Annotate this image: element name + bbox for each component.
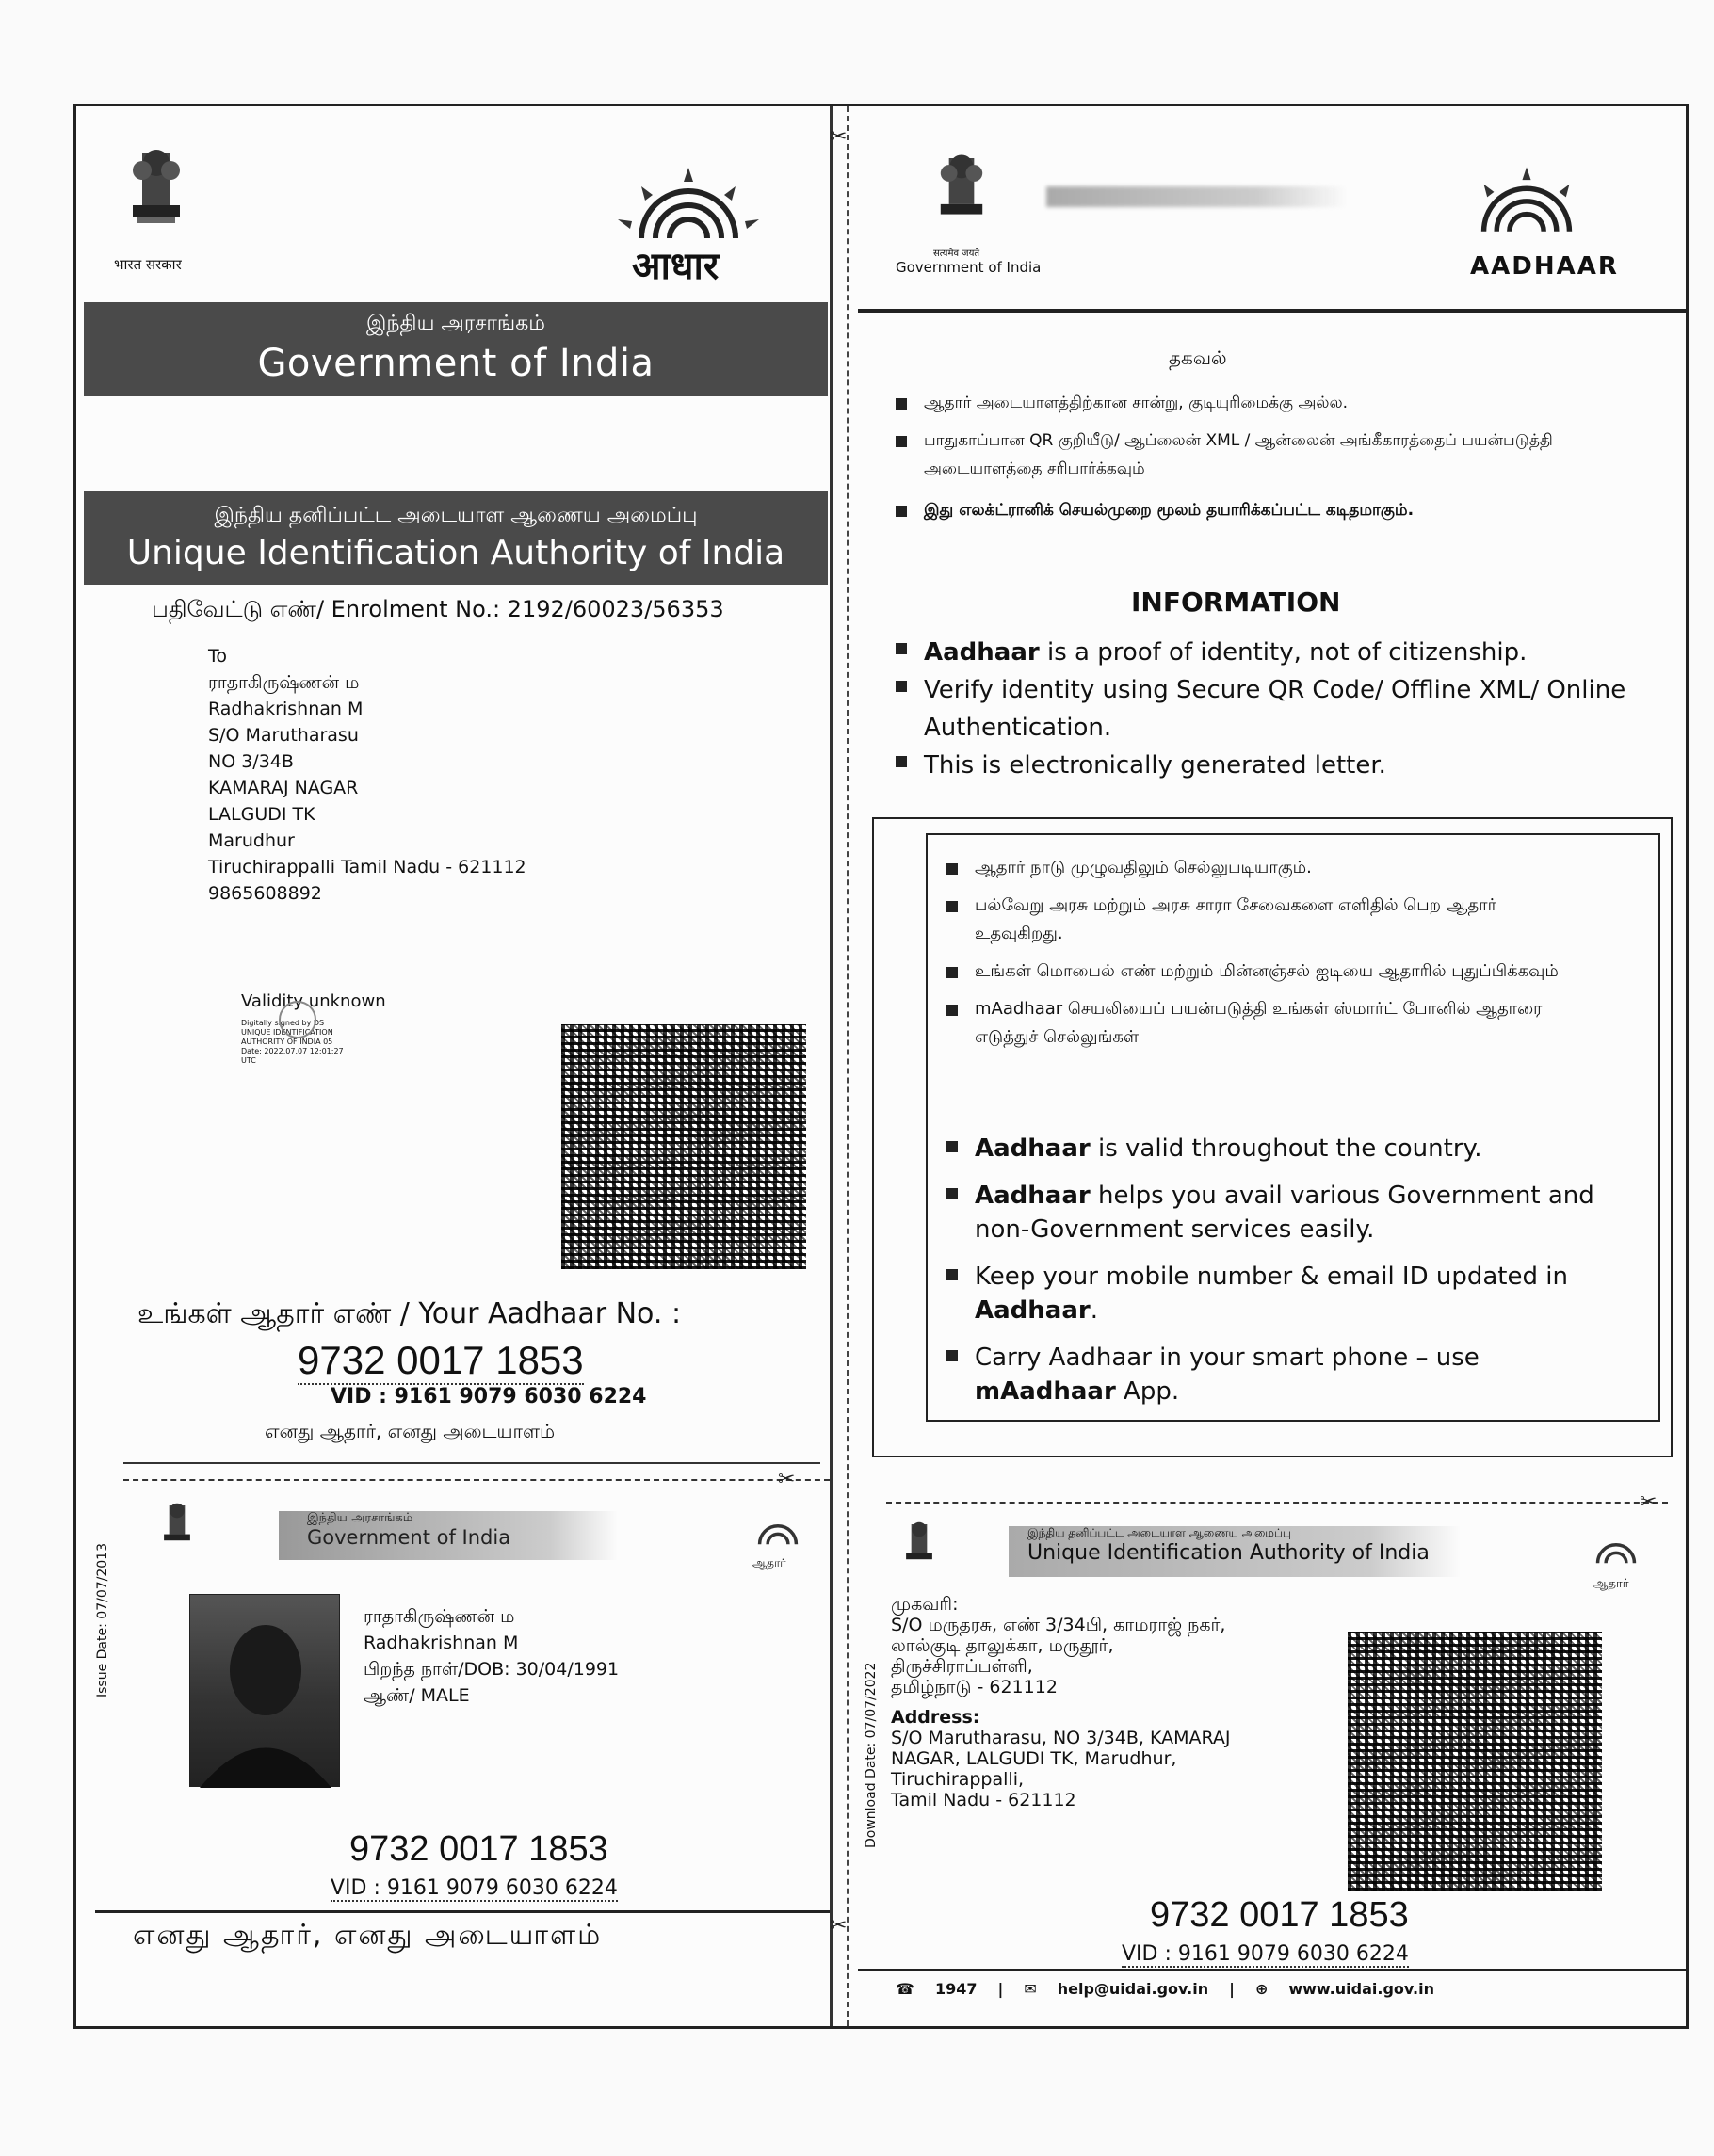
band-tamil: இந்திய தனிப்பட்ட அடையாள ஆணைய அமைப்பு <box>214 504 698 527</box>
helpline-number: 1947 <box>934 1980 978 1998</box>
card-logo-text: ஆதார் <box>752 1556 786 1569</box>
card-vid: VID : 9161 9079 6030 6224 <box>1122 1942 1409 1966</box>
left-panel <box>76 106 830 2026</box>
phone-icon: ☎ <box>896 1980 914 1998</box>
emblem-caption: भारत सरकार <box>114 256 182 273</box>
uidai-band <box>84 491 828 585</box>
holder-photo <box>189 1594 340 1787</box>
rule <box>123 1462 820 1464</box>
signature-line: Date: 2022.07.07 12:01:27 <box>241 1047 344 1055</box>
signature-line: UTC <box>241 1056 256 1065</box>
address-line: Radhakrishnan M <box>208 699 364 719</box>
website-link[interactable]: www.uidai.gov.in <box>1288 1980 1434 1998</box>
redacted-banner <box>1046 186 1348 207</box>
card-band <box>1009 1526 1461 1577</box>
cut-line <box>123 1479 830 1481</box>
signature-line: Digitally signed by DS <box>241 1019 325 1027</box>
question-mark-icon <box>279 1001 316 1038</box>
box-item: mAadhaar செயலியைப் பயன்படுத்தி உங்கள் ஸ்மார்ட் போனில் ஆதாரை எடுத்துச் செல்லுங்கள் <box>946 995 1587 1052</box>
address-line: ராதாகிருஷ்ணன் ம <box>208 672 360 693</box>
address-line: திருச்சிராப்பள்ளி, <box>891 1656 1033 1677</box>
box-item: உங்கள் மொபைல் எண் மற்றும் மின்னஞ்சல் ஐடியை ஆதாரில் புதுப்பிக்கவும் <box>946 957 1587 986</box>
address-line: LALGUDI TK <box>208 804 315 825</box>
address-label-tamil: முகவரி: <box>891 1594 959 1615</box>
recipient-address <box>208 643 526 907</box>
aadhaar-logo-text: आधार <box>632 244 720 288</box>
info-box <box>926 833 1660 1422</box>
card-tagline: எனது ஆதார், எனது அடையாளம் <box>133 1919 603 1952</box>
aadhaar-letter-sheet <box>73 104 1689 2029</box>
address-line: S/O Marutharasu, NO 3/34B, KAMARAJ <box>891 1728 1231 1748</box>
address-line: NO 3/34B <box>208 751 294 772</box>
info-item: Verify identity using Secure QR Code/ Offline XML/ Online Authentication. <box>896 671 1630 747</box>
card-aadhaar-number: 9732 0017 1853 <box>1150 1895 1409 1935</box>
info-item: பாதுகாப்பான QR குறியீடு/ ஆப்லைன் XML / ஆன்லைன் அங்கீகாரத்தைப் பயன்படுத்தி அடையாளத்தை சரிபார்க்கவும் <box>896 426 1574 483</box>
band-tamil: இந்திய அரசாங்கம் <box>366 312 545 335</box>
emblem-icon <box>896 1519 943 1581</box>
name-english: Radhakrishnan M <box>364 1633 519 1653</box>
support-email[interactable]: help@uidai.gov.in <box>1057 1980 1209 1998</box>
address-line: S/O மருதரசு, எண் 3/34பி, காமராஜ் நகர், <box>891 1615 1226 1635</box>
tagline: எனது ஆதார், எனது அடையாளம் <box>265 1420 556 1442</box>
your-aadhaar-label: உங்கள் ஆதார் எண் / Your Aadhaar No. : <box>137 1297 682 1330</box>
enrolment-number: பதிவேட்டு எண்/ Enrolment No.: 2192/60023/56353 <box>152 596 724 622</box>
to-label: To <box>208 646 228 667</box>
address-label: Address: <box>891 1707 980 1728</box>
box-item: Keep your mobile number & email ID updated in Aadhaar. <box>946 1260 1606 1327</box>
address-line: 9865608892 <box>208 883 322 904</box>
aadhaar-number: 9732 0017 1853 <box>298 1338 584 1385</box>
card-holder-details <box>364 1603 619 1709</box>
info-item: Aadhaar is a proof of identity, not of citizenship. <box>896 634 1630 671</box>
download-date: Download Date: 07/07/2022 <box>864 1662 879 1848</box>
address-line: S/O Marutharasu <box>208 725 359 746</box>
info-title-tamil: தகவல் <box>1169 346 1227 369</box>
gender: ஆண்/ MALE <box>364 1685 470 1706</box>
address-line: Tiruchirappalli, <box>891 1769 1025 1790</box>
globe-icon: ⊕ <box>1254 1980 1269 1998</box>
band-tamil: இந்திய அரசாங்கம் <box>307 1511 413 1525</box>
emblem-icon <box>114 144 199 248</box>
emblem-icon <box>154 1500 201 1562</box>
card-band <box>279 1511 618 1560</box>
card-aadhaar-number: 9732 0017 1853 <box>349 1829 608 1869</box>
band-english: Government of India <box>307 1526 511 1549</box>
band-tamil: இந்திய தனிப்பட்ட அடையாள ஆணைய அமைப்பு <box>1027 1526 1291 1539</box>
address-line: தமிழ்நாடு - 621112 <box>891 1677 1058 1697</box>
qr-code <box>561 1024 806 1269</box>
issue-date: Issue Date: 07/07/2013 <box>95 1543 110 1697</box>
emblem-caption: सत्यमेव जयते <box>933 249 980 259</box>
emblem-icon <box>924 149 999 247</box>
box-list-english <box>946 1132 1606 1408</box>
right-panel <box>858 106 1687 2026</box>
aadhaar-logo-icon <box>745 1514 811 1560</box>
address-line: Tiruchirappalli Tamil Nadu - 621112 <box>208 857 526 877</box>
address-line: NAGAR, LALGUDI TK, Marudhur, <box>891 1748 1177 1769</box>
date-of-birth: பிறந்த நாள்/DOB: 30/04/1991 <box>364 1659 620 1680</box>
card-logo-text: ஆதார் <box>1593 1577 1629 1591</box>
perforation-divider <box>830 106 849 2026</box>
info-title: INFORMATION <box>1131 587 1341 618</box>
card-footer: ☎ 1947 | ✉ help@uidai.gov.in | ⊕ www.uidai.gov.in <box>896 1980 1434 1998</box>
name-tamil: ராதாகிருஷ்ணன் ம <box>364 1606 515 1627</box>
vid-number: VID : 9161 9079 6030 6224 <box>331 1385 647 1408</box>
government-band <box>84 302 828 396</box>
band-english: Unique Identification Authority of India <box>1027 1541 1430 1565</box>
info-item: இது எலக்ட்ரானிக் செயல்முறை மூலம் தயாரிக்கப்பட்ட கடிதமாகும். <box>896 496 1574 524</box>
box-item: Carry Aadhaar in your smart phone – use mAadhaar App. <box>946 1341 1606 1408</box>
scissors-icon: ✂ <box>778 1468 796 1491</box>
aadhaar-logo-text: AADHAAR <box>1470 252 1619 281</box>
info-list-tamil <box>896 389 1574 524</box>
digital-signature <box>241 991 386 1066</box>
address-line: KAMARAJ NAGAR <box>208 778 359 798</box>
box-item: Aadhaar is valid throughout the country. <box>946 1132 1606 1166</box>
box-list-tamil <box>946 854 1587 1052</box>
emblem-caption: Government of India <box>896 259 1042 276</box>
scissors-icon: ✂ <box>830 1914 848 1938</box>
box-item: ஆதார் நாடு முழுவதிலும் செல்லுபடியாகும். <box>946 854 1587 882</box>
rule <box>95 1910 830 1913</box>
info-item: ஆதார் அடையாளத்திற்கான சான்று, குடியுரிமைக்கு அல்ல. <box>896 389 1574 417</box>
email-icon: ✉ <box>1024 1980 1037 1998</box>
info-list-english <box>896 634 1630 784</box>
aadhaar-logo-icon <box>1583 1533 1649 1579</box>
rule <box>858 309 1687 313</box>
card-address <box>891 1594 1305 1810</box>
info-box-outer <box>872 817 1673 1457</box>
qr-code <box>1348 1632 1602 1891</box>
info-item: This is electronically generated letter. <box>896 747 1630 784</box>
band-english: Government of India <box>257 342 655 385</box>
box-item: Aadhaar helps you avail various Government and non-Government services easily. <box>946 1179 1606 1247</box>
scissors-icon: ✂ <box>1640 1490 1657 1514</box>
rule <box>858 1969 1687 1971</box>
box-item: பல்வேறு அரசு மற்றும் அரசு சாரா சேவைகளை எளிதில் பெற ஆதார் உதவுகிறது. <box>946 892 1587 948</box>
aadhaar-logo-icon <box>1442 163 1611 261</box>
band-english: Unique Identification Authority of India <box>126 534 785 572</box>
signature-line: AUTHORITY OF INDIA 05 <box>241 1038 333 1046</box>
cut-line <box>886 1502 1668 1504</box>
scissors-icon: ✂ <box>830 125 848 149</box>
address-line: லால்குடி தாலுக்கா, மருதூர், <box>891 1635 1114 1656</box>
validity-status: Validity unknown <box>241 991 386 1011</box>
signature-line: UNIQUE IDENTIFICATION <box>241 1028 333 1037</box>
card-vid: VID : 9161 9079 6030 6224 <box>331 1876 618 1900</box>
address-line: Tamil Nadu - 621112 <box>891 1790 1076 1810</box>
address-line: Marudhur <box>208 830 295 851</box>
